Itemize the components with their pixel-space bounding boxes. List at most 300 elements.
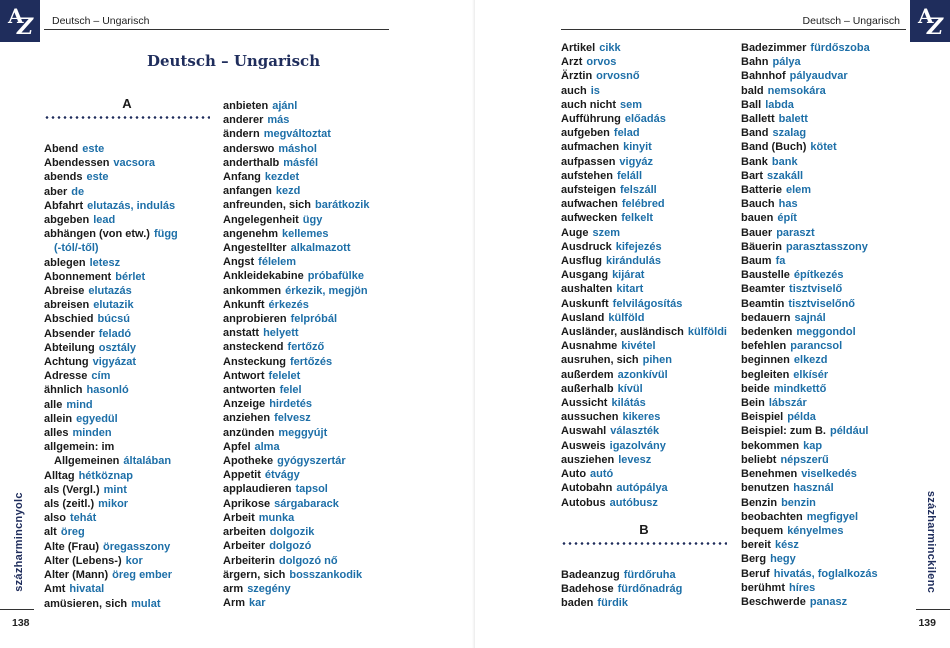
german-headword: Artikel: [561, 42, 596, 54]
german-headword: anderer: [223, 114, 264, 127]
german-headword: ähnlich: [44, 384, 83, 397]
hungarian-translation: érkezés: [268, 298, 309, 311]
german-headword: Apfel: [223, 440, 251, 453]
german-headword: Ankunft: [223, 298, 265, 311]
dictionary-entry: [741, 169, 941, 183]
dictionary-entry: [223, 284, 463, 298]
german-headword: amüsieren, sich: [44, 597, 128, 610]
hungarian-translation: külföld: [608, 311, 645, 324]
hungarian-translation: elutazik: [93, 299, 134, 312]
hungarian-translation: pályaudvar: [789, 70, 848, 83]
german-headword: bauen: [741, 212, 774, 225]
dictionary-entry: [44, 597, 219, 611]
hungarian-translation: tehát: [70, 512, 97, 525]
hungarian-translation: feláll: [616, 169, 643, 182]
dictionary-entry: [561, 439, 736, 453]
dictionary-entry: [223, 454, 463, 468]
german-headword: allgemein: im: [44, 441, 115, 454]
hungarian-translation: használ: [793, 482, 834, 495]
hungarian-translation: másfél: [283, 156, 319, 169]
hungarian-translation: vigyázat: [92, 356, 137, 369]
dictionary-entry: [741, 282, 941, 296]
dictionary-entry: [223, 127, 463, 141]
dictionary-entry: [223, 269, 463, 283]
hungarian-translation: alkalmazott: [290, 242, 351, 255]
dictionary-entry: [44, 525, 219, 539]
german-headword: abreisen: [44, 299, 90, 312]
hungarian-translation: igazolvány: [609, 439, 666, 452]
dictionary-entry: [44, 312, 219, 326]
hungarian-translation: balett: [778, 113, 808, 126]
dictionary-entry: [741, 140, 941, 154]
german-headword: Auswahl: [561, 425, 607, 438]
hungarian-translation: építkezés: [793, 269, 844, 282]
dictionary-entry: [44, 582, 219, 596]
page-title: Deutsch – Ungarisch: [147, 52, 321, 70]
dictionary-entry: [44, 454, 219, 468]
dictionary-entry: [561, 467, 736, 481]
hungarian-translation: érkezik, megjön: [285, 284, 368, 297]
logo-letter-z: Z: [17, 14, 34, 40]
german-headword: abhängen (von etw.): [44, 228, 150, 241]
dictionary-entry: [44, 227, 219, 241]
german-headword: Auge: [561, 226, 589, 239]
german-headword: alt: [44, 526, 57, 539]
dictionary-entry: [741, 339, 941, 353]
german-headword: Arzt: [561, 56, 583, 69]
german-headword: Baustelle: [741, 269, 790, 282]
hungarian-translation: tisztviselő: [789, 283, 843, 296]
hungarian-translation: fa: [775, 255, 786, 268]
running-head: Deutsch – Ungarisch: [52, 15, 150, 27]
dictionary-entry: [741, 581, 941, 595]
dictionary-entry: [223, 241, 463, 255]
dictionary-entry: [223, 554, 463, 568]
dictionary-entry: [561, 410, 736, 424]
running-head: Deutsch – Ungarisch: [802, 15, 900, 27]
hungarian-translation: meggondol: [796, 326, 856, 339]
hungarian-translation: osztály: [98, 341, 137, 354]
dictionary-entry: [741, 595, 941, 609]
dictionary-entry: [561, 183, 736, 197]
logo-letter-a: A: [8, 4, 24, 28]
german-headword: bedauern: [741, 311, 791, 324]
german-headword: anfreunden, sich: [223, 199, 312, 212]
german-headword: Ausnahme: [561, 340, 618, 353]
hungarian-translation: panasz: [809, 595, 848, 608]
dictionary-entry: [741, 510, 941, 524]
german-headword: Bart: [741, 169, 764, 182]
hungarian-translation: alma: [254, 440, 280, 453]
german-headword: Aussicht: [561, 397, 608, 410]
section-letter: B: [639, 522, 649, 537]
german-headword: Anzeige: [223, 398, 266, 411]
dictionary-entry: [741, 69, 941, 83]
dictionary-entry: [741, 453, 941, 467]
german-headword: befehlen: [741, 340, 787, 353]
german-headword: Amt: [44, 583, 66, 596]
dictionary-entry: [741, 353, 941, 367]
dictionary-entry: [741, 368, 941, 382]
dictionary-entry: [223, 298, 463, 312]
dictionary-entry: [44, 497, 219, 511]
hungarian-translation: autóbusz: [609, 496, 658, 509]
german-headword: Beamter: [741, 283, 786, 296]
az-logo: [0, 0, 40, 42]
hungarian-translation: meggyújt: [278, 426, 328, 439]
hungarian-translation: kar: [249, 597, 266, 610]
hungarian-translation: minden: [72, 427, 112, 440]
hungarian-translation: kor: [125, 554, 143, 567]
german-headword: Aprikose: [223, 497, 271, 510]
german-headword: Bäuerin: [741, 240, 782, 253]
hungarian-translation: felszáll: [620, 184, 657, 197]
hungarian-translation: általában: [123, 455, 172, 468]
hungarian-translation: fürdik: [597, 597, 628, 610]
dictionary-entry: [741, 524, 941, 538]
hungarian-translation: parasztasszony: [785, 240, 868, 253]
german-headword: ärgern, sich: [223, 568, 286, 581]
german-headword: Auto: [561, 468, 587, 481]
entry-column-1: [44, 142, 219, 611]
side-page-word: [914, 480, 948, 605]
dictionary-entry: [223, 326, 463, 340]
german-headword: ändern: [223, 128, 260, 141]
hungarian-translation: mindkettő: [773, 382, 827, 395]
hungarian-translation: kényelmes: [787, 524, 844, 537]
dictionary-entry: [561, 268, 736, 282]
dictionary-entry: [741, 552, 941, 566]
hungarian-translation: függ: [153, 228, 178, 241]
right-page: [475, 0, 950, 648]
dictionary-entry: [561, 112, 736, 126]
dictionary-entry: [741, 481, 941, 495]
german-headword: als (zeitl.): [44, 498, 95, 511]
german-headword: Arm: [223, 597, 246, 610]
dictionary-entry: [44, 383, 219, 397]
hungarian-translation: munka: [258, 511, 295, 524]
dictionary-entry: [44, 298, 219, 312]
german-headword: Angelegenheit: [223, 213, 299, 226]
dictionary-entry: [561, 396, 736, 410]
dictionary-entry: [223, 440, 463, 454]
dictionary-entry: [44, 426, 219, 440]
hungarian-translation: bank: [771, 155, 798, 168]
german-headword: ablegen: [44, 256, 86, 269]
dictionary-entry: [561, 98, 736, 112]
dictionary-entry: [44, 327, 219, 341]
dictionary-entry: [44, 568, 219, 582]
hungarian-translation: elkísér: [793, 368, 829, 381]
entry-column-1-b: [561, 568, 736, 611]
german-headword: Autobahn: [561, 482, 613, 495]
german-headword: Ballett: [741, 113, 775, 126]
logo-letter-z: Z: [927, 14, 944, 40]
german-headword: ausziehen: [561, 453, 615, 466]
german-headword: arbeiten: [223, 526, 266, 539]
hungarian-translation: fürdőszoba: [810, 42, 870, 54]
dictionary-entry: [561, 69, 736, 83]
dictionary-entry: [561, 382, 736, 396]
dictionary-entry: [561, 496, 736, 510]
hungarian-translation: kinyit: [623, 141, 652, 154]
hungarian-translation: pihen: [642, 354, 672, 367]
german-headword: Bein: [741, 397, 765, 410]
dictionary-entry: [223, 596, 463, 610]
hungarian-translation: dolgozó nő: [278, 554, 338, 567]
hungarian-translation: szalag: [772, 127, 807, 140]
dictionary-entry: [44, 270, 219, 284]
hungarian-translation: elutazás: [88, 285, 132, 298]
german-headword: abgeben: [44, 214, 90, 227]
header-rule: [561, 29, 906, 30]
german-headword: auch nicht: [561, 98, 617, 111]
german-headword: Abendessen: [44, 157, 110, 170]
hungarian-translation: dolgozik: [269, 526, 315, 539]
hungarian-translation: vigyáz: [619, 155, 654, 168]
german-headword: alle: [44, 398, 63, 411]
german-headword: ansteckend: [223, 341, 284, 354]
az-logo: [910, 0, 950, 42]
hungarian-translation: kirándulás: [605, 255, 661, 268]
dictionary-entry: [741, 155, 941, 169]
dictionary-entry: [561, 368, 736, 382]
dictionary-entry: [561, 55, 736, 69]
hungarian-translation: kitart: [616, 283, 644, 296]
hungarian-translation: orvos: [586, 56, 617, 69]
german-headword: anderthalb: [223, 156, 280, 169]
german-headword: Auskunft: [561, 297, 609, 310]
german-headword: angenehm: [223, 227, 279, 240]
german-headword: auch: [561, 84, 587, 97]
hungarian-translation: kikeres: [622, 411, 661, 424]
side-label: százharminckilenc: [925, 490, 937, 594]
dictionary-entry: [741, 396, 941, 410]
german-headword: außerdem: [561, 368, 614, 381]
dictionary-entry: [44, 369, 219, 383]
dictionary-entry: [223, 255, 463, 269]
dictionary-entry: [223, 213, 463, 227]
page-number: 138: [12, 617, 30, 629]
german-headword: Beruf: [741, 567, 770, 580]
hungarian-translation: levesz: [618, 453, 652, 466]
german-headword: begleiten: [741, 368, 790, 381]
german-headword: Alter (Lebens-): [44, 554, 122, 567]
german-headword: anziehen: [223, 412, 271, 425]
hungarian-translation: hivatal: [69, 583, 105, 596]
hungarian-translation: felad: [613, 127, 640, 140]
dictionary-entry: [44, 199, 219, 213]
hungarian-translation: este: [86, 171, 109, 184]
dictionary-entry: [561, 453, 736, 467]
dictionary-entry: [741, 496, 941, 510]
hungarian-translation: sem: [620, 98, 643, 111]
hungarian-translation: kilátás: [611, 397, 646, 410]
german-headword: Arbeiterin: [223, 554, 275, 567]
german-headword: aufstehen: [561, 169, 613, 182]
german-headword: Band (Buch): [741, 141, 807, 154]
german-headword: Alter (Mann): [44, 569, 109, 582]
hungarian-translation: öreg ember: [112, 569, 173, 582]
dictionary-entry: [741, 98, 941, 112]
dictionary-entry: [44, 440, 219, 454]
german-headword: Bauch: [741, 198, 775, 211]
german-headword: Abfahrt: [44, 199, 84, 212]
dictionary-entry: [741, 297, 941, 311]
dictionary-entry: [561, 353, 736, 367]
german-headword: berühmt: [741, 581, 785, 594]
dictionary-entry: [561, 226, 736, 240]
german-headword: ankommen: [223, 284, 282, 297]
dictionary-entry: [561, 155, 736, 169]
hungarian-translation: kívül: [617, 382, 643, 395]
dictionary-entry: [741, 183, 941, 197]
dictionary-entry: [223, 497, 463, 511]
german-headword: Berg: [741, 553, 767, 566]
german-headword: Abteilung: [44, 341, 95, 354]
dictionary-entry: [741, 538, 941, 552]
hungarian-translation: parancsol: [790, 340, 843, 353]
hungarian-translation: barátkozik: [315, 199, 370, 212]
dictionary-entry: [741, 254, 941, 268]
dictionary-entry: [223, 397, 463, 411]
hungarian-translation: külföldi: [687, 326, 727, 339]
german-headword: Beamtin: [741, 297, 785, 310]
footer-rule: [916, 609, 950, 610]
hungarian-translation: (-tól/-től): [54, 242, 99, 255]
dictionary-entry: [223, 142, 463, 156]
hungarian-translation: például: [829, 425, 869, 438]
footer-rule: [0, 609, 34, 610]
section-letter: A: [122, 96, 132, 111]
hungarian-translation: felelet: [268, 369, 301, 382]
german-headword: bedenken: [741, 326, 793, 339]
dictionary-entry: [561, 140, 736, 154]
hungarian-translation: tisztviselőnő: [788, 297, 856, 310]
german-headword: anbieten: [223, 100, 269, 112]
hungarian-translation: próbafülke: [307, 270, 364, 283]
dictionary-entry: [44, 554, 219, 568]
hungarian-translation: de: [71, 185, 85, 198]
dictionary-entry: [44, 284, 219, 298]
hungarian-translation: cikk: [599, 42, 621, 54]
hungarian-translation: kész: [774, 539, 799, 552]
dictionary-entry: [561, 297, 736, 311]
hungarian-translation: dolgozó: [269, 540, 312, 553]
german-headword: aussuchen: [561, 411, 619, 424]
dictionary-entry: [741, 211, 941, 225]
german-headword: Ankleidekabine: [223, 270, 304, 283]
hungarian-translation: megváltoztat: [263, 128, 331, 141]
dictionary-entry: [561, 582, 736, 596]
dictionary-entry: [223, 511, 463, 525]
dictionary-entry: [741, 467, 941, 481]
hungarian-translation: viselkedés: [801, 468, 857, 481]
hungarian-translation: tapsol: [295, 483, 328, 496]
dictionary-entry: [44, 142, 219, 156]
hungarian-translation: szem: [592, 226, 621, 239]
dictionary-entry: [561, 339, 736, 353]
dictionary-entry: [223, 355, 463, 369]
hungarian-translation: vacsora: [113, 157, 156, 170]
dictionary-entry: [223, 99, 463, 113]
dictionary-entry: [561, 568, 736, 582]
german-headword: Antwort: [223, 369, 265, 382]
hungarian-translation: labda: [765, 98, 794, 111]
german-headword: benutzen: [741, 482, 790, 495]
dictionary-entry: [741, 197, 941, 211]
hungarian-translation: egyedül: [76, 412, 118, 425]
hungarian-translation: bérlet: [115, 270, 146, 283]
german-headword: beide: [741, 382, 770, 395]
german-headword: ausruhen, sich: [561, 354, 639, 367]
hungarian-translation: hétköznap: [78, 469, 133, 482]
hungarian-translation: hirdetés: [269, 398, 312, 411]
dotted-divider: [44, 116, 210, 119]
dictionary-entry: [561, 211, 736, 225]
german-headword: Abonnement: [44, 270, 112, 283]
hungarian-translation: felvilágosítás: [612, 297, 683, 310]
dictionary-entry: [223, 184, 463, 198]
german-headword: anfangen: [223, 185, 272, 198]
german-headword: alles: [44, 427, 69, 440]
german-headword: anprobieren: [223, 313, 287, 326]
hungarian-translation: előadás: [624, 113, 666, 126]
side-page-word: [2, 480, 36, 605]
hungarian-translation: megfigyel: [806, 510, 859, 523]
hungarian-translation: orvosnő: [596, 70, 640, 83]
hungarian-translation: benzin: [781, 496, 816, 509]
german-headword: bereit: [741, 539, 771, 552]
german-headword: bald: [741, 84, 764, 97]
hungarian-translation: elkezd: [793, 354, 828, 367]
dictionary-entry: [223, 340, 463, 354]
hungarian-translation: más: [267, 114, 290, 127]
hungarian-translation: ajánl: [272, 100, 298, 112]
hungarian-translation: is: [590, 84, 600, 97]
german-headword: Baum: [741, 255, 772, 268]
german-headword: Ausdruck: [561, 240, 612, 253]
dictionary-entry: [741, 410, 941, 424]
dictionary-entry: [223, 113, 463, 127]
dictionary-entry: [561, 481, 736, 495]
hungarian-translation: választék: [610, 425, 660, 438]
dictionary-entry: [44, 241, 219, 255]
german-headword: Band: [741, 127, 769, 140]
german-headword: bequem: [741, 524, 784, 537]
hungarian-translation: hivatás, foglalkozás: [773, 567, 878, 580]
german-headword: aufpassen: [561, 155, 616, 168]
hungarian-translation: ügy: [302, 213, 323, 226]
hungarian-translation: felpróbál: [290, 313, 338, 326]
german-headword: Bahn: [741, 56, 769, 69]
german-headword: aufwecken: [561, 212, 618, 225]
dictionary-entry: [44, 341, 219, 355]
hungarian-translation: sajnál: [794, 311, 826, 324]
hungarian-translation: kivétel: [621, 340, 656, 353]
dictionary-entry: [741, 567, 941, 581]
dictionary-entry: [741, 112, 941, 126]
hungarian-translation: este: [82, 143, 105, 155]
german-headword: antworten: [223, 384, 276, 397]
hungarian-translation: szegény: [247, 582, 291, 595]
dictionary-entry: [223, 482, 463, 496]
german-headword: bekommen: [741, 439, 800, 452]
dictionary-entry: [44, 170, 219, 184]
hungarian-translation: kijárat: [612, 269, 645, 282]
hungarian-translation: elem: [785, 184, 812, 197]
dictionary-entry: [741, 439, 941, 453]
